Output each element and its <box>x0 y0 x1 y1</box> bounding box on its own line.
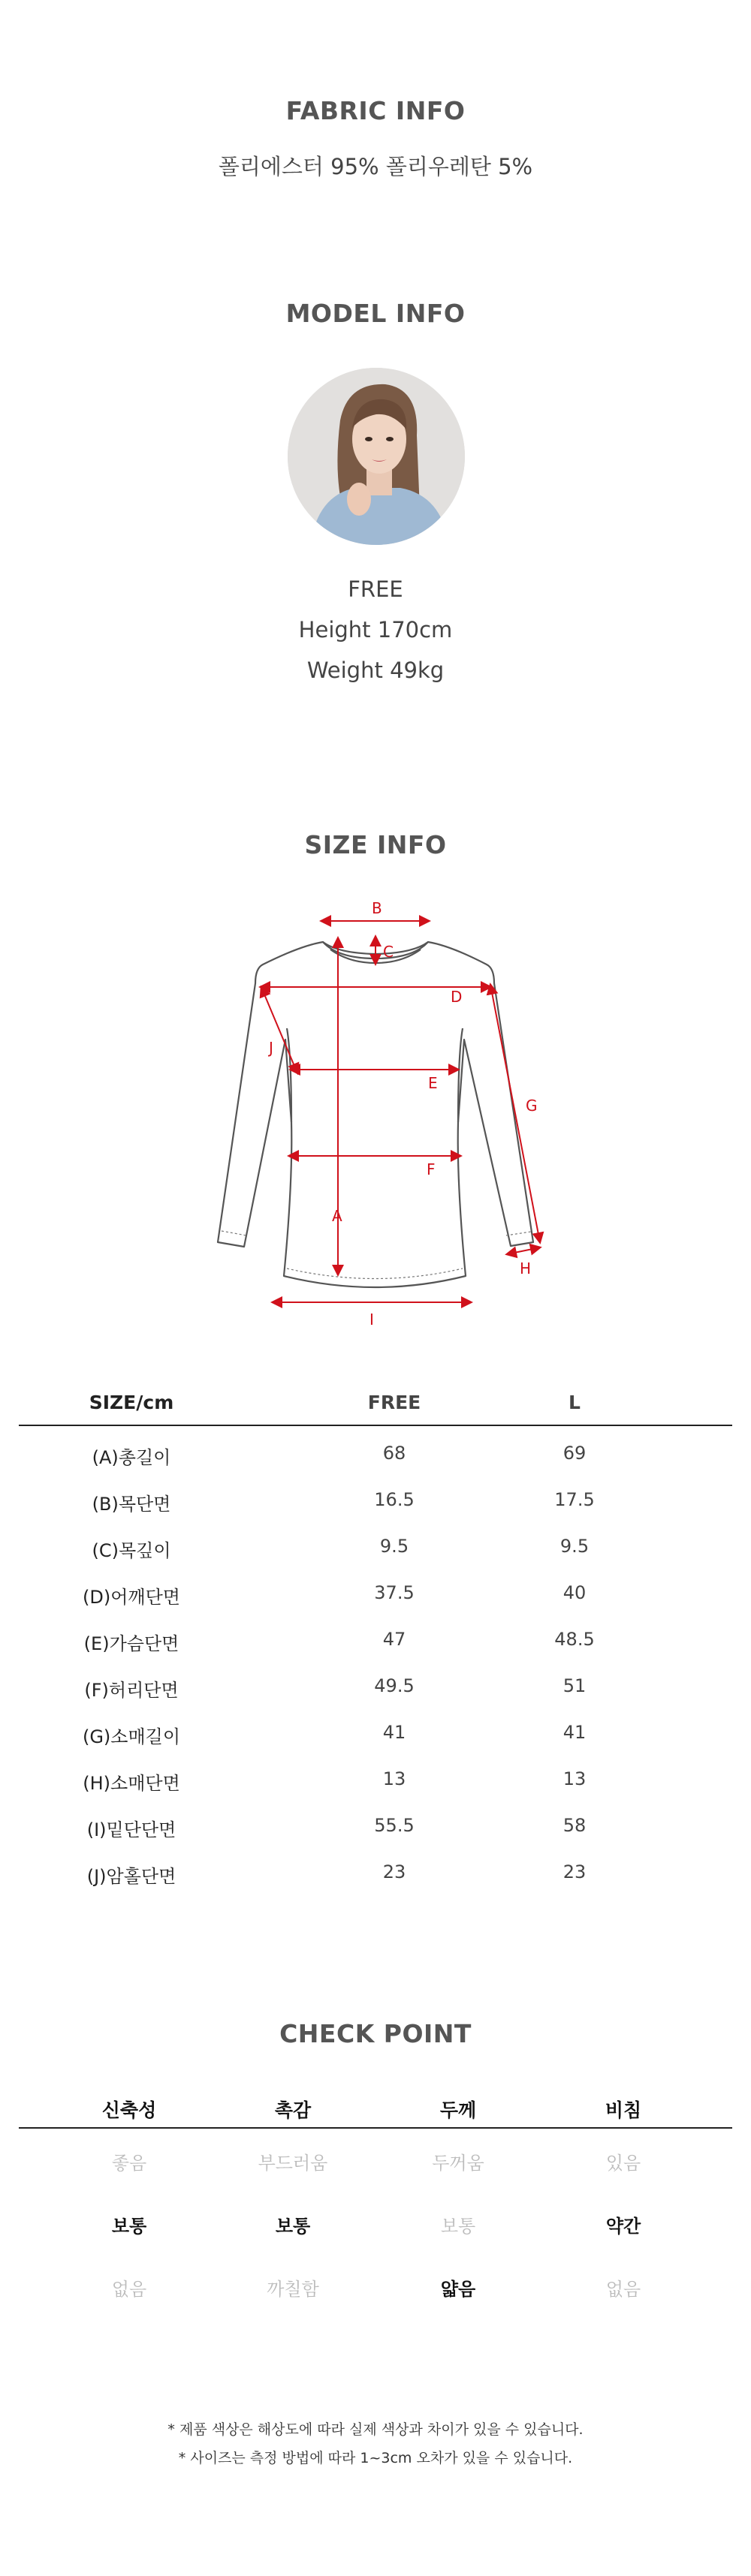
check-point-header-0: 신축성 <box>101 2099 157 2121</box>
check-point-option: 보통 <box>440 2216 476 2237</box>
row-l-value: 51 <box>562 1675 587 1696</box>
table-row <box>19 1536 732 1582</box>
row-free-value: 16.5 <box>374 1489 415 1510</box>
label-i: I <box>369 1311 374 1329</box>
row-l-value: 13 <box>562 1768 587 1789</box>
row-label: (D)어깨단면 <box>83 1587 180 1608</box>
fabric-info-title: FABRIC INFO <box>285 96 466 125</box>
label-h: H <box>520 1259 532 1277</box>
row-free-value: 68 <box>382 1443 406 1464</box>
row-l-value: 58 <box>562 1815 587 1836</box>
row-l-value: 9.5 <box>559 1536 590 1557</box>
table-row <box>19 1675 732 1722</box>
label-f: F <box>427 1160 436 1178</box>
row-l-value: 41 <box>562 1722 587 1743</box>
fabric-composition: 폴리에스터 95% 폴리우레탄 5% <box>218 154 533 179</box>
check-point-option: 없음 <box>111 2279 147 2300</box>
check-point-option: 얇음 <box>440 2279 476 2300</box>
size-diagram <box>203 897 548 1332</box>
model-info-title: MODEL INFO <box>285 299 466 328</box>
note-size: * 사이즈는 측정 방법에 따라 1~3cm 오차가 있을 수 있습니다. <box>178 2450 573 2466</box>
header-l: L <box>569 1392 581 1413</box>
header-size-cm: SIZE/cm <box>89 1392 174 1413</box>
check-point-table <box>19 2085 732 2310</box>
row-free-value: 55.5 <box>374 1815 415 1836</box>
check-point-option: 보통 <box>111 2216 147 2237</box>
row-label: (B)목단면 <box>92 1494 171 1515</box>
model-size: FREE <box>348 576 403 602</box>
row-l-value: 23 <box>562 1861 587 1882</box>
row-label: (C)목깊이 <box>92 1540 171 1561</box>
row-free-value: 49.5 <box>374 1675 415 1696</box>
table-row <box>19 1815 732 1861</box>
size-info-title: SIZE INFO <box>304 830 447 859</box>
check-point-title: CHECK POINT <box>279 2019 472 2048</box>
row-free-value: 23 <box>382 1861 406 1882</box>
label-c: C <box>383 943 394 961</box>
check-point-option: 없음 <box>605 2279 641 2300</box>
row-label: (E)가슴단면 <box>83 1633 179 1654</box>
check-point-option: 보통 <box>275 2216 311 2237</box>
table-row <box>19 1582 732 1629</box>
row-l-value: 69 <box>562 1443 587 1464</box>
row-free-value: 9.5 <box>379 1536 409 1557</box>
check-point-option: 부드러움 <box>258 2153 328 2174</box>
row-free-value: 37.5 <box>374 1582 415 1603</box>
label-e: E <box>428 1074 438 1092</box>
check-point-option: 있음 <box>605 2153 641 2174</box>
check-point-option: 좋음 <box>111 2153 147 2174</box>
label-b: B <box>372 899 382 917</box>
header-free: FREE <box>367 1392 421 1413</box>
table-row <box>19 1629 732 1675</box>
label-g: G <box>526 1097 538 1115</box>
table-row <box>19 1768 732 1815</box>
model-height: Height 170cm <box>298 617 453 642</box>
row-free-value: 41 <box>382 1722 406 1743</box>
label-d: D <box>451 988 463 1006</box>
row-label: (G)소매길이 <box>82 1726 181 1747</box>
row-l-value: 17.5 <box>554 1489 595 1510</box>
check-point-option: 두꺼움 <box>432 2153 484 2174</box>
row-label: (J)암홀단면 <box>86 1866 176 1887</box>
row-l-value: 40 <box>562 1582 587 1603</box>
row-free-value: 47 <box>382 1629 406 1650</box>
row-label: (H)소매단면 <box>83 1773 180 1794</box>
model-avatar <box>288 368 465 545</box>
row-label: (A)총길이 <box>92 1447 171 1468</box>
note-color: * 제품 색상은 해상도에 따라 실제 색상과 차이가 있을 수 있습니다. <box>167 2421 584 2438</box>
size-table-header <box>19 1380 732 1426</box>
row-label: (F)허리단면 <box>84 1680 179 1701</box>
check-point-header-2: 두께 <box>439 2099 477 2121</box>
row-label: (I)밑단단면 <box>86 1819 176 1840</box>
label-a: A <box>332 1207 342 1225</box>
check-point-option: 약간 <box>605 2216 641 2237</box>
model-weight: Weight 49kg <box>306 658 445 683</box>
table-row <box>19 1489 732 1536</box>
row-l-value: 48.5 <box>554 1629 595 1650</box>
table-row <box>19 1861 732 1908</box>
check-point-header-3: 비침 <box>605 2099 642 2121</box>
table-row <box>19 1722 732 1768</box>
check-point-header-1: 촉감 <box>274 2099 312 2121</box>
check-point-option: 까칠함 <box>267 2279 319 2300</box>
label-j: J <box>269 1039 273 1057</box>
row-free-value: 13 <box>382 1768 406 1789</box>
table-row <box>19 1443 732 1489</box>
